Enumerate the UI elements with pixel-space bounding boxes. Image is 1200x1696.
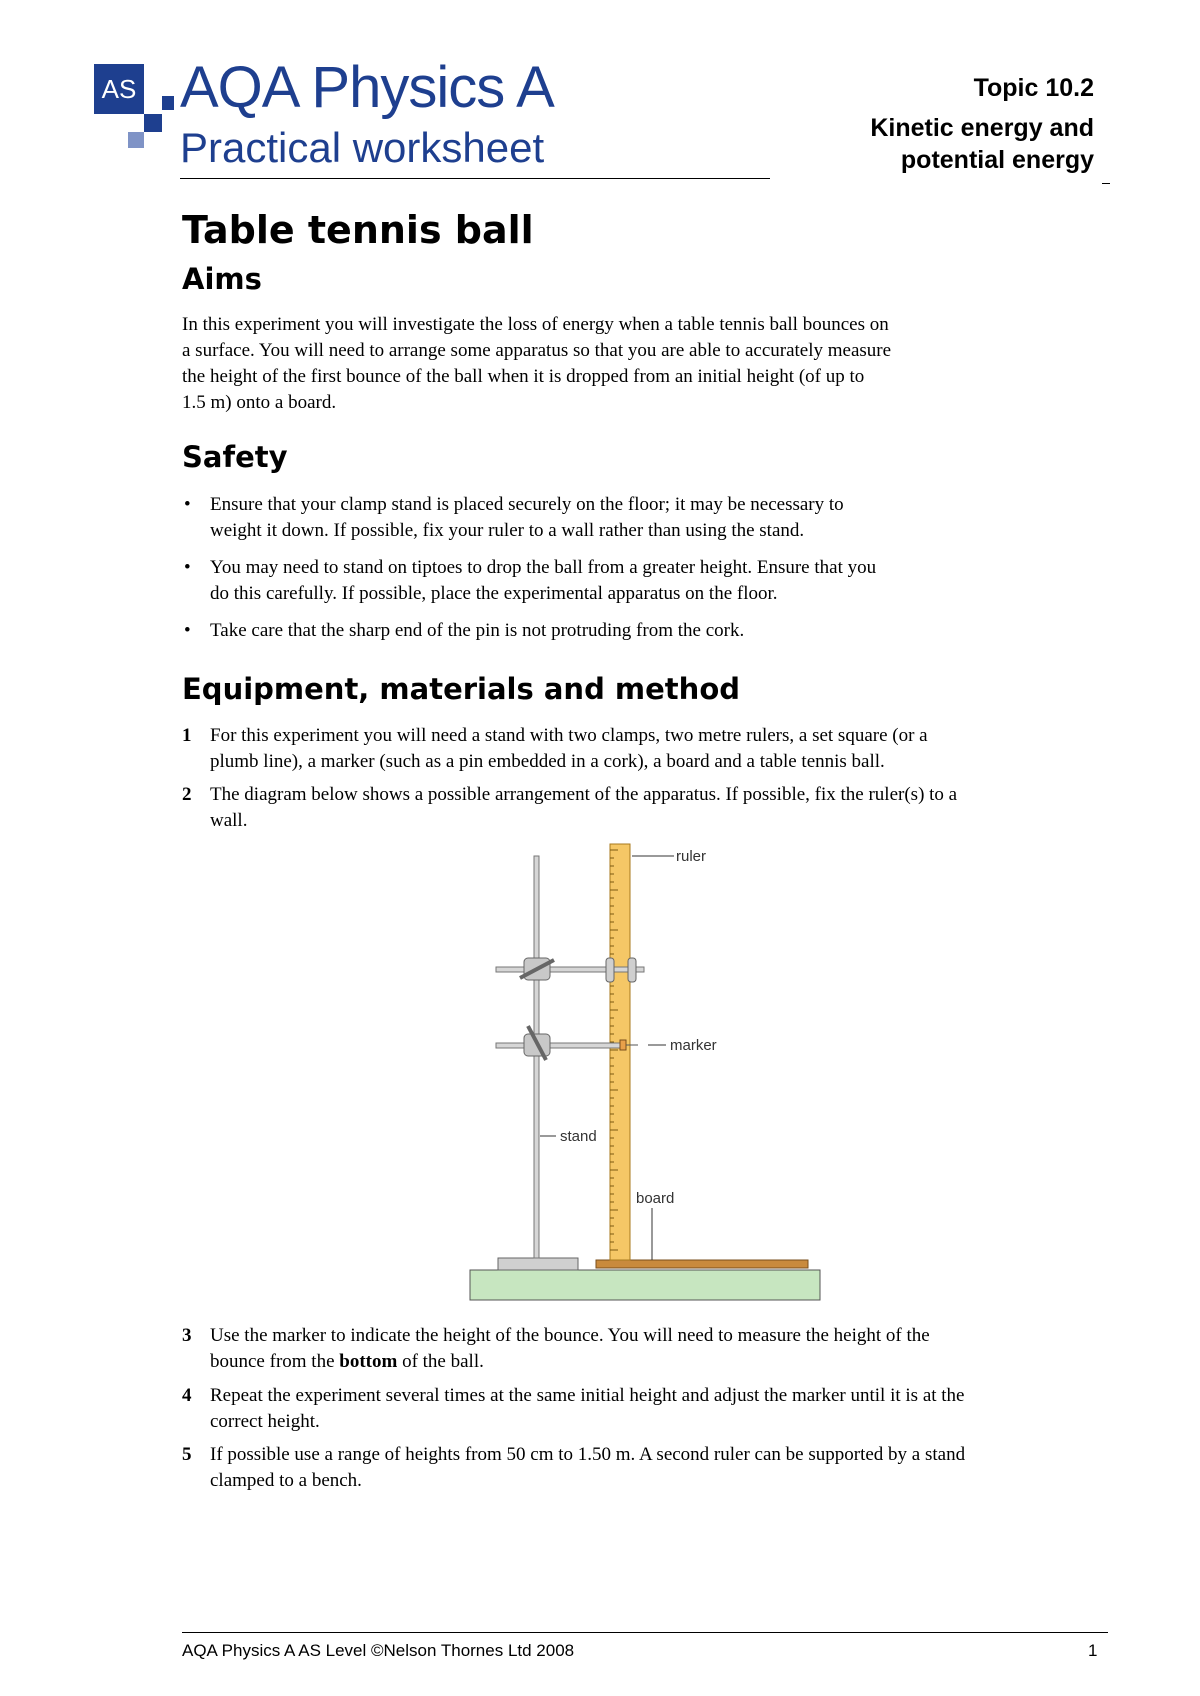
aims-heading: Aims [182,262,262,296]
board-label: board [636,1190,675,1207]
brand-subtitle: Practical worksheet [180,124,545,171]
safety-line: weight it down. If possible, fix your ruler to a wall rather than using the stand. [210,520,805,541]
aims-line: In this experiment you will investigate the loss of energy when a table tennis ball bounces on [182,314,889,335]
apparatus-diagram [460,836,830,1306]
step-number: 4 [182,1385,192,1406]
aims-line: the height of the first bounce of the ball when it is dropped from an initial height (of up to [182,366,865,387]
page-title: Table tennis ball [182,208,534,252]
safety-heading: Safety [182,440,288,474]
method-heading: Equipment, materials and method [182,672,740,706]
topic-number: Topic 10.2 [973,74,1094,102]
footer-copyright: AQA Physics A AS Level ©Nelson Thornes Ltd 2008 [182,1641,575,1660]
ruler-label: ruler [676,848,707,865]
step-number: 1 [182,725,192,746]
brand-title: AQA Physics A [180,55,554,120]
stand-rod [534,856,539,1258]
logo-square [128,132,144,148]
bold-bottom: bottom [339,1351,398,1372]
logo-square [162,96,174,110]
aims-line: a surface. You will need to arrange some apparatus so that you are able to accurately measure [182,340,892,361]
marker-label: marker [670,1037,717,1054]
topic-block [870,72,1094,176]
topic-divider [1102,183,1110,184]
marker [620,1040,626,1050]
upper-clamp-arm [496,967,644,972]
header-divider [180,178,770,179]
upper-clamp-jaw [628,958,636,982]
stand-base [498,1258,578,1270]
aims-line: 1.5 m) onto a board. [182,392,337,413]
step-line: Repeat the experiment several times at the same initial height and adjust the marker until it is at the [210,1385,965,1406]
lower-clamp-arm [496,1043,622,1048]
step-line: bounce from the bottom of the ball. [210,1351,484,1372]
step-line: correct height. [210,1411,320,1432]
step-line: Use the marker to indicate the height of the bounce. You will need to measure the height of the [210,1325,930,1346]
step-line: For this experiment you will need a stand with two clamps, two metre rulers, a set square (or a [210,725,928,746]
stand-label: stand [560,1128,597,1145]
footer-divider [182,1632,1108,1633]
safety-line: You may need to stand on tiptoes to drop the ball from a greater height. Ensure that you [210,557,877,578]
page-number: 1 [1088,1641,1098,1660]
as-badge: AS [94,64,144,114]
bullet-icon: • [184,557,191,578]
board [596,1260,808,1268]
safety-line: Ensure that your clamp stand is placed securely on the floor; it may be necessary to [210,494,844,515]
topic-title-line1: Kinetic energy and [870,114,1094,142]
step-number: 2 [182,784,192,805]
bench-surface [470,1270,820,1300]
step-line: plumb line), a marker (such as a pin embedded in a cork), a board and a table tennis ball. [210,751,885,772]
step-number: 5 [182,1444,192,1465]
bullet-icon: • [184,620,191,641]
step-line: The diagram below shows a possible arrangement of the apparatus. If possible, fix the ruler(s) to a [210,784,958,805]
step-number: 3 [182,1325,192,1346]
bullet-icon: • [184,494,191,515]
aims-paragraph [182,312,1032,416]
safety-line: do this carefully. If possible, place the experimental apparatus on the floor. [210,583,778,604]
step-line: If possible use a range of heights from 50 cm to 1.50 m. A second ruler can be supported by a stand [210,1444,966,1465]
step-line: clamped to a bench. [210,1470,362,1491]
topic-title-line2: potential energy [900,146,1094,174]
upper-clamp-jaw [606,958,614,982]
step-line: wall. [210,810,248,831]
safety-line: Take care that the sharp end of the pin is not protruding from the cork. [210,620,745,641]
logo-square [144,114,162,132]
